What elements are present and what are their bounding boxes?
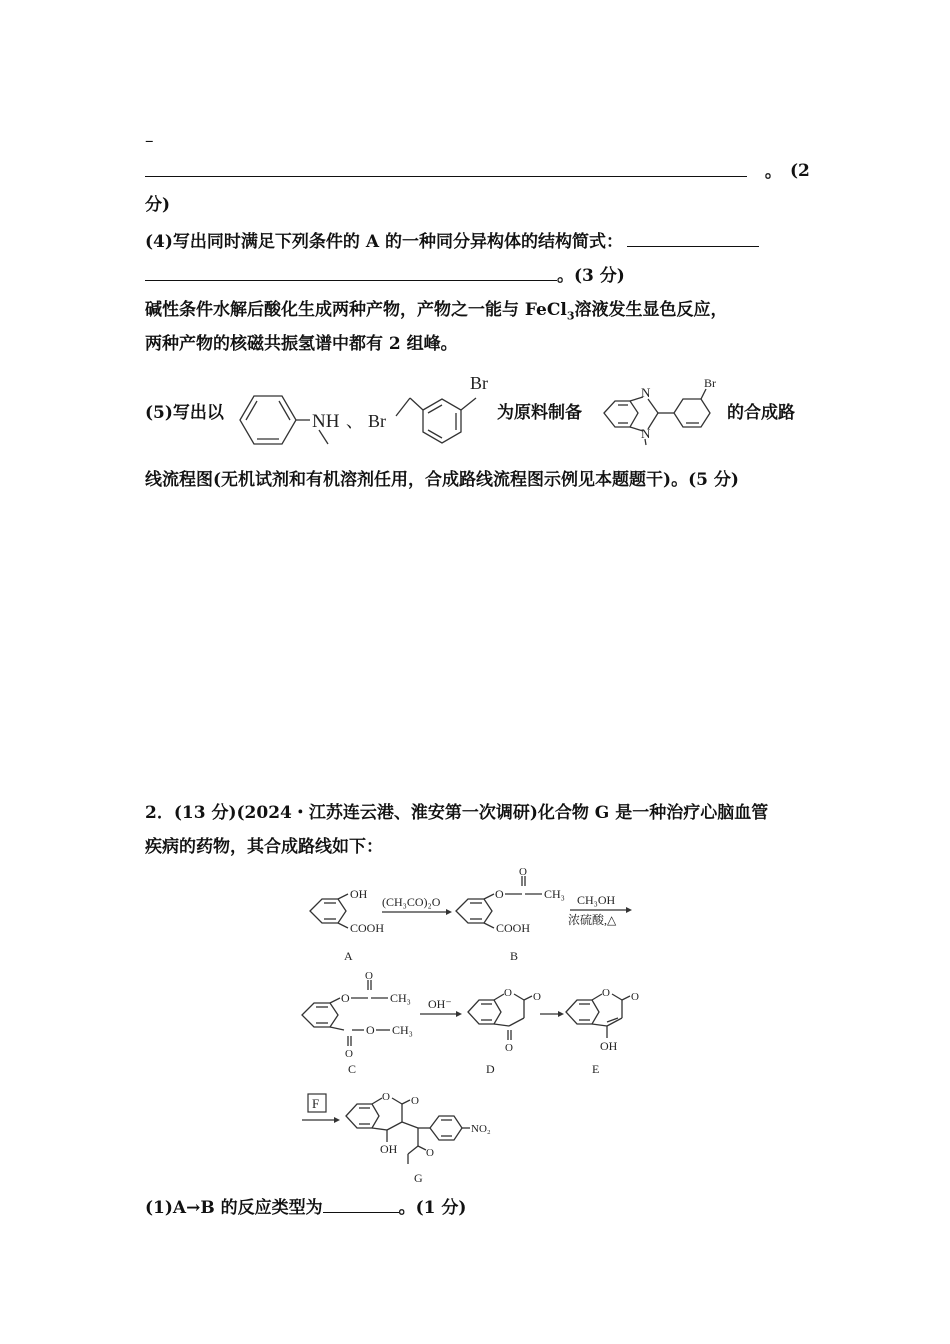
svg-text:CH₃: CH₃	[392, 1023, 413, 1037]
arrow-1	[382, 895, 452, 915]
score-open: (2	[790, 161, 810, 181]
br-label: Br	[704, 376, 716, 390]
n-methylaniline-structure	[232, 390, 342, 450]
svg-text:O: O	[519, 866, 527, 878]
nh-label: NH	[312, 411, 340, 432]
answer-blank[interactable]	[323, 1196, 399, 1213]
dash-mark: –	[145, 131, 154, 151]
svg-text:O: O	[495, 887, 504, 901]
condition-1-text-b: 溶液发生显色反应，	[574, 300, 728, 320]
question-5-text-b: 为原料制备	[497, 403, 582, 423]
svg-text:OH: OH	[350, 887, 368, 901]
benzimidazole-product-structure	[600, 375, 725, 445]
label-g: G	[414, 1171, 423, 1185]
question-1-score: 。(1 分)	[398, 1198, 467, 1218]
svg-text:O: O	[504, 987, 512, 999]
reagent-f: F	[312, 1096, 320, 1111]
score-close: 分)	[145, 195, 171, 215]
scheme-row-3	[300, 1090, 520, 1185]
arrow-3	[420, 997, 462, 1017]
label-d: D	[486, 1062, 495, 1076]
br-label: Br	[368, 411, 386, 431]
problem-2-line2: 疾病的药物，其合成路线如下：	[145, 837, 383, 857]
svg-text:OH: OH	[600, 1039, 618, 1053]
svg-text:NO₂: NO₂	[471, 1123, 491, 1135]
compound-d-structure	[468, 987, 541, 1076]
svg-text:O: O	[365, 970, 373, 982]
label-c: C	[348, 1062, 357, 1076]
label-e: E	[592, 1062, 600, 1076]
answer-blank[interactable]	[627, 230, 759, 247]
reagent-2b: 浓硫酸,△	[568, 913, 617, 927]
compound-b-structure	[456, 866, 565, 963]
scheme-row-2	[296, 970, 646, 1080]
question-5-text-a: (5)写出以	[145, 403, 224, 423]
question-4-score: 。(3 分)	[557, 266, 625, 286]
reagent-2: CH₃OH	[577, 893, 616, 907]
period: 。	[764, 162, 782, 182]
label-b: B	[510, 949, 519, 963]
subscript-3: 3	[566, 309, 575, 323]
svg-text:O: O	[341, 991, 350, 1005]
separator: 、	[346, 412, 363, 432]
question-1	[145, 1196, 466, 1219]
question-4-text: (4)写出同时满足下列条件的 A 的一种同分异构体的结构简式：	[145, 232, 623, 252]
bromobenzyl-bromide-structure	[368, 372, 498, 448]
arrow-4	[540, 1011, 564, 1017]
condition-1	[145, 299, 728, 327]
compound-c-structure	[302, 970, 413, 1076]
compound-e-structure	[566, 987, 639, 1076]
svg-text:O: O	[602, 987, 610, 999]
question-4-line2	[145, 264, 625, 287]
scheme-row-1	[300, 866, 640, 962]
compound-g-structure	[346, 1091, 491, 1185]
arrow-2	[568, 893, 632, 927]
svg-text:O: O	[505, 1042, 513, 1054]
reagent-1: (CH₃CO)₂O	[382, 895, 441, 909]
answer-line-1	[145, 160, 810, 183]
condition-1-text: 碱性条件水解后酸化生成两种产物，产物之一能与 FeCl	[145, 300, 567, 320]
svg-text:O: O	[411, 1095, 419, 1107]
br-label: Br	[470, 373, 488, 393]
svg-text:CH₃: CH₃	[390, 991, 411, 1005]
svg-text:O: O	[426, 1147, 434, 1159]
svg-text:O: O	[533, 991, 541, 1003]
svg-text:O: O	[631, 991, 639, 1003]
svg-text:COOH: COOH	[350, 921, 385, 935]
svg-text:O: O	[382, 1091, 390, 1103]
reagent-3: OH⁻	[428, 997, 452, 1011]
n-label: N	[641, 426, 651, 441]
question-5-text-c: 的合成路	[727, 403, 795, 423]
svg-text:COOH: COOH	[496, 921, 531, 935]
answer-blank[interactable]	[145, 264, 557, 281]
question-4	[145, 230, 759, 253]
condition-2: 两种产物的核磁共振氢谱中都有 2 组峰。	[145, 334, 458, 354]
svg-text:O: O	[366, 1023, 375, 1037]
svg-text:OH: OH	[380, 1142, 398, 1156]
svg-text:CH₃: CH₃	[544, 887, 565, 901]
answer-blank[interactable]	[145, 160, 747, 177]
n-label: N	[641, 385, 651, 400]
question-1-text: (1)A→B 的反应类型为	[145, 1198, 323, 1218]
svg-text:O: O	[345, 1048, 353, 1060]
label-a: A	[344, 949, 353, 963]
compound-a-structure	[310, 887, 384, 963]
problem-2-line1: 2．(13 分)(2024・江苏连云港、淮安第一次调研)化合物 G 是一种治疗心脑血管	[145, 803, 769, 823]
arrow-5	[302, 1094, 340, 1123]
question-5-line2: 线流程图(无机试剂和有机溶剂任用，合成路线流程图示例见本题题干)。(5 分)	[145, 470, 739, 490]
